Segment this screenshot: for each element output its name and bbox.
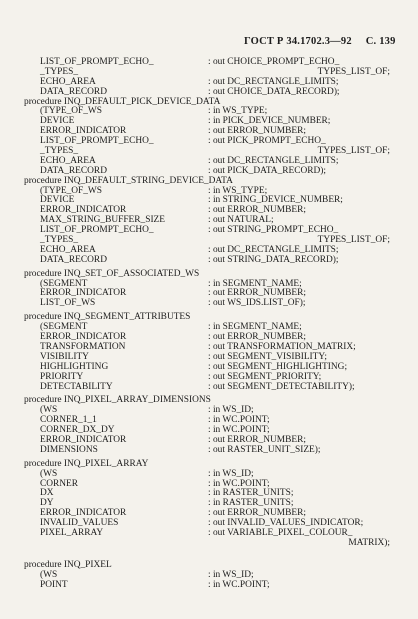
parameter-name: DEVICE	[40, 116, 75, 127]
parameter-name: ECHO_AREA	[40, 155, 96, 166]
parameter-type: : in WS_ID;	[208, 468, 254, 479]
parameter-name: CORNER	[40, 478, 79, 489]
parameter-name: (WS	[40, 405, 58, 416]
parameter-type: : out ERROR_NUMBER;	[208, 288, 306, 299]
procedure-name: procedure INQ_DEFAULT_PICK_DEVICE_DATA	[24, 96, 221, 107]
code-line	[0, 539, 418, 549]
parameter-type: : in SEGMENT_NAME;	[208, 322, 302, 333]
parameter-name: ERROR_INDICATOR	[40, 508, 127, 519]
parameter-name: POINT	[40, 579, 68, 590]
parameter-type: : out ERROR_NUMBER;	[208, 434, 306, 445]
type-continuation: TYPES_LIST_OF;	[317, 235, 390, 246]
code-line	[0, 299, 418, 309]
parameter-name: PIXEL_ARRAY	[40, 527, 104, 538]
procedure-name: procedure INQ_PIXEL_ARRAY	[24, 458, 149, 469]
parameter-type: : in WC.POINT;	[208, 415, 270, 426]
standard-number: ГОСТ Р 34.1702.3—92	[244, 36, 352, 47]
procedure-name: procedure INQ_PIXEL_ARRAY_DIMENSIONS	[24, 395, 211, 406]
parameter-name: TRANSFORMATION	[40, 341, 126, 352]
parameter-name: MAX_STRING_BUFFER_SIZE	[40, 215, 166, 226]
parameter-type: : in RASTER_UNITS;	[208, 498, 294, 509]
procedure-name: procedure INQ_SET_OF_ASSOCIATED_WS	[24, 268, 200, 279]
parameter-type: : out STRING_PROMPT_ECHO_	[208, 225, 339, 236]
type-continuation: TYPES_LIST_OF;	[317, 66, 390, 77]
parameter-type: : in WC.POINT;	[208, 478, 270, 489]
parameter-type: : out DC_RECTANGLE_LIMITS;	[208, 76, 339, 87]
parameter-name: LIST_OF_PROMPT_ECHO_	[40, 136, 154, 147]
code-line	[0, 581, 418, 591]
parameter-name: DATA_RECORD	[40, 254, 107, 265]
parameter-name: ECHO_AREA	[40, 244, 96, 255]
parameter-type: : in WS_TYPE;	[208, 185, 268, 196]
code-listing	[0, 58, 418, 590]
parameter-type: : in RASTER_UNITS;	[208, 488, 294, 499]
procedure-name: procedure INQ_SEGMENT_ATTRIBUTES	[24, 312, 191, 323]
parameter-name: (SEGMENT	[40, 322, 88, 333]
code-line	[0, 383, 418, 393]
parameter-name: DY	[40, 498, 54, 509]
parameter-name: DETECTABILITY	[40, 381, 113, 392]
parameter-type: : out RASTER_UNIT_SIZE);	[208, 444, 321, 455]
parameter-name: VISIBILITY	[40, 351, 89, 362]
parameter-type: : out INVALID_VALUES_INDICATOR;	[208, 518, 364, 529]
parameter-name: DIMENSIONS	[40, 444, 98, 455]
parameter-type: : in WC.POINT;	[208, 425, 270, 436]
parameter-type: : in SEGMENT_NAME;	[208, 278, 302, 289]
parameter-name: _TYPES_	[40, 66, 79, 77]
parameter-name: LIST_OF_WS	[40, 298, 96, 309]
parameter-name: PRIORITY	[40, 371, 84, 382]
parameter-name: _TYPES_	[40, 146, 79, 157]
parameter-name: ERROR_INDICATOR	[40, 126, 127, 137]
page-number: С. 139	[365, 36, 396, 47]
parameter-type: : out ERROR_NUMBER;	[208, 126, 306, 137]
parameter-type: : out STRING_DATA_RECORD);	[208, 254, 339, 265]
parameter-name: ERROR_INDICATOR	[40, 332, 127, 343]
parameter-type: : out ERROR_NUMBER;	[208, 332, 306, 343]
parameter-type: : out NATURAL;	[208, 215, 274, 226]
parameter-type: : out PICK_DATA_RECORD);	[208, 165, 327, 176]
parameter-type: : in WS_ID;	[208, 405, 254, 416]
parameter-type: : in WC.POINT;	[208, 579, 270, 590]
parameter-name: ERROR_INDICATOR	[40, 434, 127, 445]
parameter-name: (WS	[40, 569, 58, 580]
parameter-type: : out ERROR_NUMBER;	[208, 508, 306, 519]
parameter-type: : out DC_RECTANGLE_LIMITS;	[208, 155, 339, 166]
parameter-name: (TYPE_OF_WS	[40, 106, 102, 117]
code-line	[0, 256, 418, 266]
parameter-type: : in STRING_DEVICE_NUMBER;	[208, 195, 343, 206]
parameter-name: (TYPE_OF_WS	[40, 185, 102, 196]
parameter-type: : out TRANSFORMATION_MATRIX;	[208, 341, 356, 352]
parameter-name: CORNER_DX_DY	[40, 425, 115, 436]
parameter-name: HIGHLIGHTING	[40, 361, 109, 372]
parameter-type: : out CHOICE_PROMPT_ECHO_	[208, 57, 340, 67]
parameter-type: : out DC_RECTANGLE_LIMITS;	[208, 244, 339, 255]
parameter-name: (WS	[40, 468, 58, 479]
parameter-name: LIST_OF_PROMPT_ECHO_	[40, 57, 154, 67]
parameter-type: : in WS_ID;	[208, 569, 254, 580]
parameter-name: ERROR_INDICATOR	[40, 288, 127, 299]
code-line	[0, 446, 418, 456]
parameter-name: DATA_RECORD	[40, 86, 107, 97]
parameter-name: DATA_RECORD	[40, 165, 107, 176]
parameter-type: : out SEGMENT_PRIORITY;	[208, 371, 322, 382]
parameter-type: : out SEGMENT_HIGHLIGHTING;	[208, 361, 348, 372]
procedure-name: procedure INQ_DEFAULT_STRING_DEVICE_DATA	[24, 175, 233, 186]
parameter-type: : out SEGMENT_DETECTABILITY);	[208, 381, 355, 392]
type-continuation: MATRIX);	[348, 537, 390, 548]
parameter-name: _TYPES_	[40, 235, 79, 246]
parameter-type: : in WS_TYPE;	[208, 106, 268, 117]
parameter-type: : out VARIABLE_PIXEL_COLOUR_	[208, 527, 353, 538]
parameter-name: LIST_OF_PROMPT_ECHO_	[40, 225, 154, 236]
line-gap	[0, 549, 418, 561]
type-continuation: TYPES_LIST_OF;	[317, 146, 390, 157]
parameter-name: CORNER_1_1	[40, 415, 97, 426]
parameter-name: DEVICE	[40, 195, 75, 206]
parameter-name: (SEGMENT	[40, 278, 88, 289]
parameter-name: DX	[40, 488, 54, 499]
page-header	[244, 36, 396, 47]
parameter-name: ECHO_AREA	[40, 76, 96, 87]
parameter-type: : out WS_IDS.LIST_OF);	[208, 298, 306, 309]
parameter-type: : in PICK_DEVICE_NUMBER;	[208, 116, 331, 127]
parameter-type: : out CHOICE_DATA_RECORD);	[208, 86, 340, 97]
parameter-type: : out PICK_PROMPT_ECHO_	[208, 136, 326, 147]
parameter-type: : out ERROR_NUMBER;	[208, 205, 306, 216]
parameter-type: : out SEGMENT_VISIBILITY;	[208, 351, 327, 362]
parameter-name: ERROR_INDICATOR	[40, 205, 127, 216]
parameter-name: INVALID_VALUES	[40, 518, 119, 529]
procedure-name: procedure INQ_PIXEL	[24, 559, 112, 570]
